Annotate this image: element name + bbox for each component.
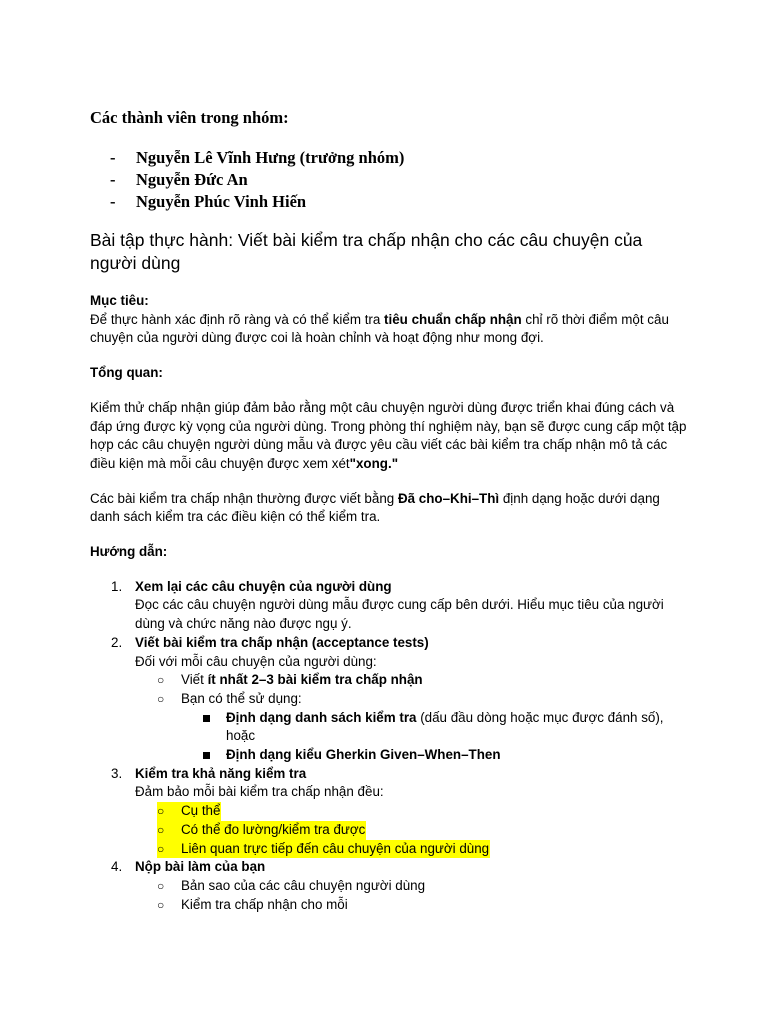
step-title: Xem lại các câu chuyện của người dùng <box>135 578 392 594</box>
members-list <box>90 147 690 213</box>
square-bullet-icon <box>203 715 210 722</box>
member-item <box>90 147 690 169</box>
member-item <box>90 191 690 213</box>
highlighted-sub-item: ○ Liên quan trực tiếp đến câu chuyện của người dùng <box>90 840 690 859</box>
circle-bullet-icon: ○ <box>157 841 165 856</box>
member-item <box>90 169 690 191</box>
step-number: 4. <box>111 859 123 875</box>
step-number: 3. <box>111 765 123 781</box>
circle-bullet-icon: ○ <box>157 691 165 706</box>
highlighted-sub-item: ○ Có thể đo lường/kiểm tra được <box>90 821 690 840</box>
overview-paragraph-2: Các bài kiểm tra chấp nhận thường được viết bằng Đã cho–Khi–Thì định dạng hoặc dưới dạng danh sách kiểm tra các điều kiện có thể kiểm tra. <box>90 490 660 525</box>
circle-bullet-icon: ○ <box>157 878 165 893</box>
sub-item: ○ Bản sao của các câu chuyện người dùng <box>90 877 690 896</box>
step-description: Đọc các câu chuyện người dùng mẫu được cung cấp bên dưới. Hiểu mục tiêu của người dùng và chức năng nào được ngụ ý. <box>135 597 664 632</box>
step-4 <box>90 858 690 914</box>
step-title: Viết bài kiểm tra chấp nhận (acceptance tests) <box>135 634 429 650</box>
step-title: Nộp bài làm của bạn <box>135 859 266 875</box>
circle-bullet-icon: ○ <box>157 822 165 837</box>
goal-label: Mục tiêu: <box>90 293 149 308</box>
step-2 <box>90 634 690 765</box>
overview-paragraph-1: Kiểm thử chấp nhận giúp đảm bảo rằng một câu chuyện người dùng được triển khai đúng cách và đáp ứng được kỳ vọng của người dùng. Trong phòng thí nghiệm này, bạn sẽ được cung cấp một tập hợp các câu chuyện người dùng mẫu và được yêu cầu viết các bài kiểm tra chấp nhận mô tả các điều kiện mà mỗi câu chuyện được xem xét"xong." <box>90 399 687 471</box>
members-title: Các thành viên trong nhóm: <box>90 108 289 127</box>
circle-bullet-icon: ○ <box>157 897 165 912</box>
step-description: Đối với mỗi câu chuyện của người dùng: <box>135 653 377 669</box>
step-title: Kiểm tra khả năng kiểm tra <box>135 765 307 781</box>
dash-bullet: - <box>110 148 116 167</box>
sub-item: ○ Viết ít nhất 2–3 bài kiểm tra chấp nhận <box>90 671 690 690</box>
step-description: Đảm bảo mỗi bài kiểm tra chấp nhận đều: <box>135 784 384 800</box>
dash-bullet: - <box>110 170 116 189</box>
sub-item: ○ Kiểm tra chấp nhận cho mỗi <box>90 896 690 915</box>
member-name: Nguyễn Lê Vĩnh Hưng (trưởng nhóm) <box>136 148 405 167</box>
sub-sub-item: Định dạng kiểu Gherkin Given–When–Then <box>90 746 690 765</box>
goal-text: Để thực hành xác định rõ ràng và có thể kiểm tra tiêu chuẩn chấp nhận chỉ rõ thời điểm một câu chuyện của người dùng được coi là hoàn chỉnh và hoạt động như mong đợi. <box>90 311 669 346</box>
sub-item: ○ Bạn có thể sử dụng: <box>90 690 690 709</box>
overview-label: Tổng quan: <box>90 365 163 381</box>
member-name: Nguyễn Phúc Vinh Hiến <box>136 192 307 211</box>
document-page <box>90 108 690 914</box>
highlighted-sub-item: ○ Cụ thể <box>90 802 690 821</box>
page-title: Bài tập thực hành: Viết bài kiểm tra chấp nhận cho các câu chuyện của người dùng <box>90 230 643 273</box>
step-number: 1. <box>111 578 123 594</box>
step-3 <box>90 765 690 858</box>
member-name: Nguyễn Đức An <box>136 170 248 189</box>
circle-bullet-icon: ○ <box>157 804 165 819</box>
square-bullet-icon <box>203 752 210 759</box>
circle-bullet-icon: ○ <box>157 673 165 688</box>
sub-sub-item: Định dạng danh sách kiểm tra (dấu đầu dòng hoặc mục được đánh số), hoặc <box>90 709 690 746</box>
step-1 <box>90 578 690 634</box>
instructions-label: Hướng dẫn: <box>90 544 168 560</box>
dash-bullet: - <box>110 192 116 211</box>
step-number: 2. <box>111 634 123 650</box>
